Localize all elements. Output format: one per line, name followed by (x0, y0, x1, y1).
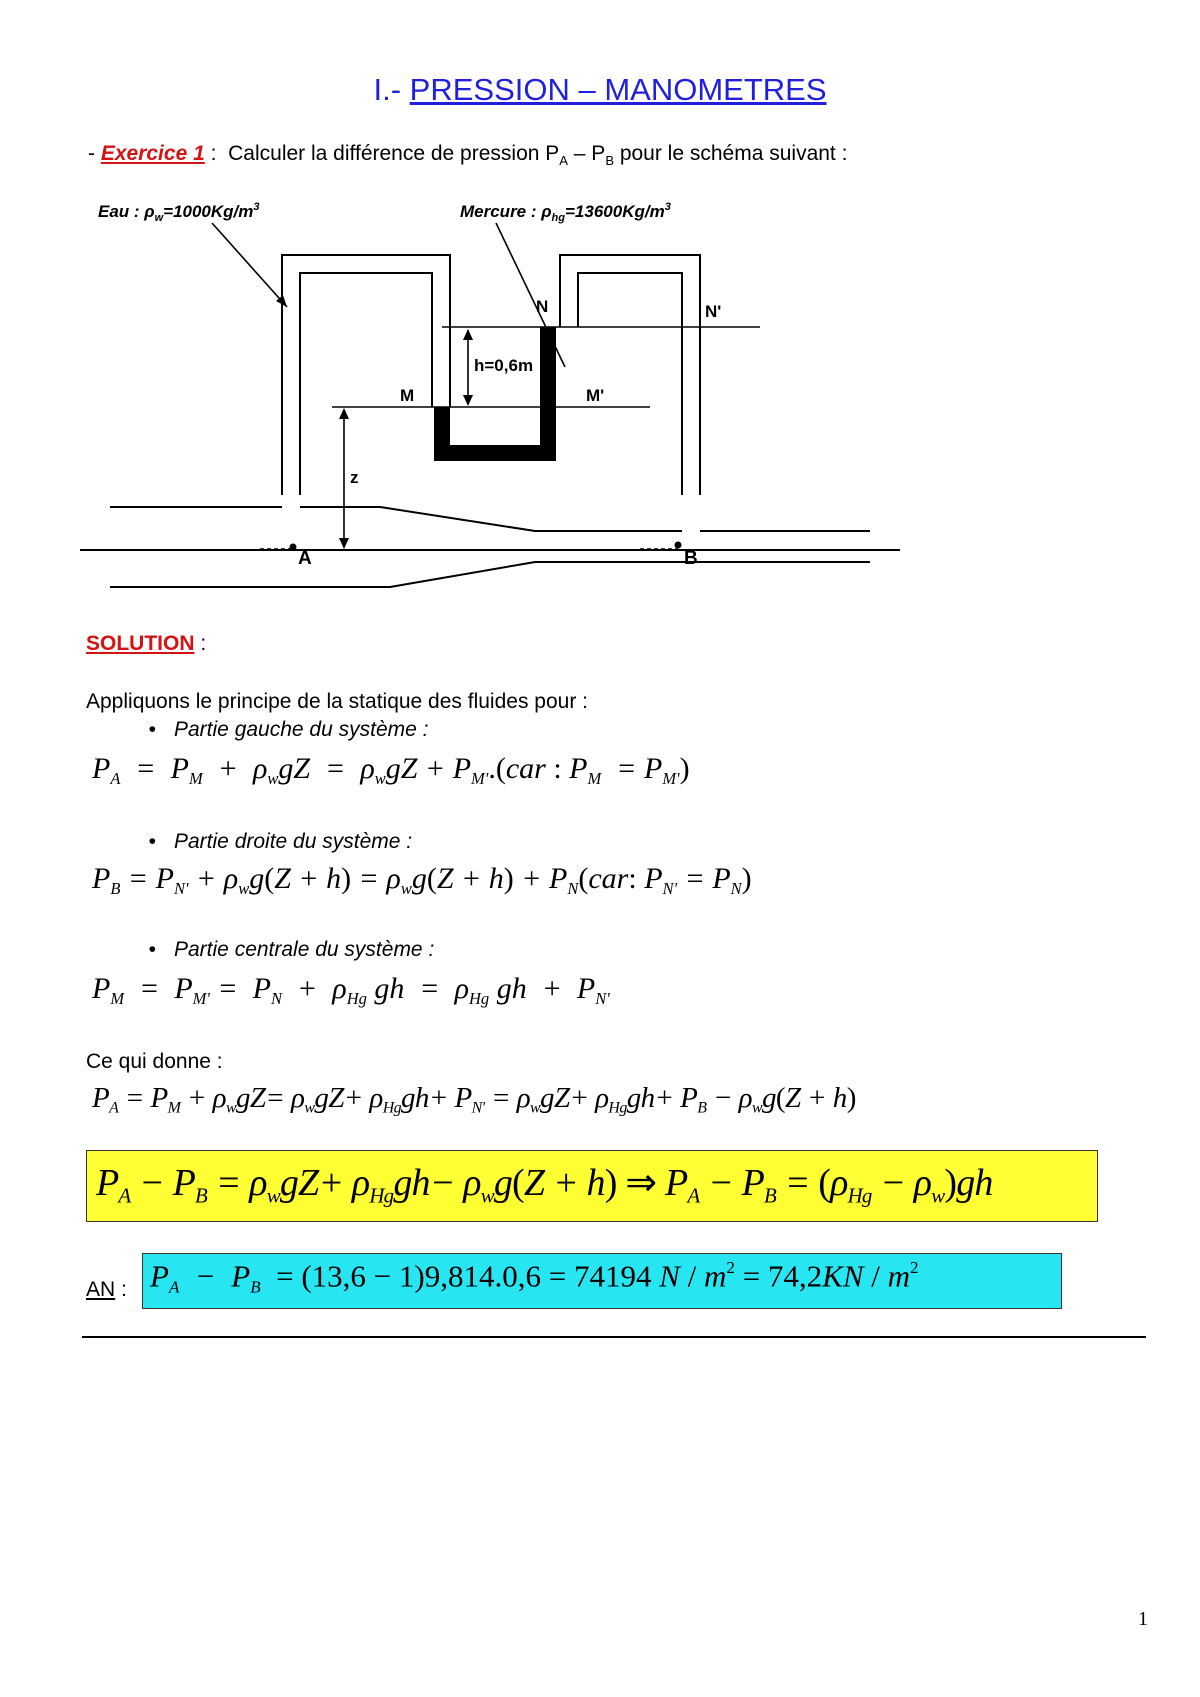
bullet-dot: • (148, 938, 156, 961)
bullet-center-text: Partie centrale du système : (174, 938, 435, 961)
right-tube-outer (560, 255, 700, 495)
label-B: B (684, 548, 698, 569)
an-label-row (86, 1278, 127, 1302)
bullet-right-text: Partie droite du système : (174, 830, 413, 853)
an-colon: : (121, 1278, 127, 1301)
right-tube-inner (578, 273, 682, 495)
manometer-diagram (80, 195, 920, 595)
left-tube-inner (300, 273, 432, 495)
mercury-density-label: Mercure : $\rho_{hg}=13600Kg/m^3$ (460, 201, 671, 224)
z-arrow-top (339, 408, 349, 419)
mercury-u-tube (434, 327, 556, 461)
left-tube-outer (282, 255, 450, 495)
equation-right: $P_B = P_{N'} + \rho_wg(Z + h) = \rho_wg(Z + h) + P_N(car$: $P_{N'} = P_N$) (92, 862, 752, 898)
solution-label: SOLUTION (86, 632, 195, 655)
intro-text: Appliquons le principe de la statique des fluides pour : (86, 690, 588, 713)
h-arrow-top (463, 329, 473, 340)
title-text: PRESSION – MANOMETRES (409, 72, 827, 107)
pipe-upper-wall (300, 507, 682, 531)
label-M: M (400, 386, 415, 405)
label-A: A (298, 548, 312, 569)
an-label: AN (86, 1278, 116, 1301)
exercise-text-a: Calculer la différence de pression P (228, 142, 560, 165)
bullet-dot: • (148, 718, 156, 741)
equation-center: $P_M = P_{M'} = P_N + \rho_{Hg}$ gh = $\rho_{Hg}$ gh + $P_{N'}$ (92, 972, 610, 1008)
page-title (0, 72, 1200, 108)
z-arrow-bottom (339, 538, 349, 549)
equation-result: $P_A - P_B = \rho_wgZ+ \rho_{Hg}gh- \rho_wg(Z + h)$ ⇒ $P_A - P_B = (\rho_{Hg} - \rho_w)gh$ (96, 1162, 993, 1208)
equation-numeric: $P_A - P_B = (13,6 - 1)9,814.0,6 = 74194$ $N / m^2 = 74,2KN / m^2$ (150, 1258, 919, 1297)
result-intro: Ce qui donne : (86, 1050, 223, 1073)
exercise-prefix: - (88, 142, 95, 165)
h-arrow-bottom (463, 395, 473, 406)
exercise-colon: : (210, 142, 217, 165)
point-B-dot (675, 542, 682, 549)
label-z: z (350, 468, 359, 487)
section-divider (82, 1336, 1146, 1338)
equation-combined: $P_A = P_M + \rho_wgZ= \rho_wgZ+ \rho_{Hg}gh+ P_{N'} = \rho_wgZ+ \rho_{Hg}gh+ P_B - \rho_wg(Z + h)$ (92, 1082, 856, 1117)
bullet-center (86, 938, 434, 962)
water-density-label: Eau : $\rho_w=1000Kg/m^3$ (98, 201, 260, 224)
title-number: I.- (373, 72, 402, 107)
exercise-text-b: – P (567, 142, 606, 165)
exercise-statement (88, 142, 847, 168)
exercise-sub-a: A (559, 153, 568, 169)
point-A-dot (290, 544, 297, 551)
bullet-right (86, 830, 412, 854)
solution-colon: : (200, 632, 207, 655)
water-leader (212, 223, 287, 307)
label-N-prime: N' (705, 302, 722, 321)
bullet-left-text: Partie gauche du système : (174, 718, 429, 741)
exercise-text-c: pour le schéma suivant : (613, 142, 848, 165)
label-M-prime: M' (586, 386, 605, 405)
bullet-left (86, 718, 428, 742)
pipe-lower-wall (110, 562, 870, 587)
bullet-dot: • (148, 830, 156, 853)
page-number: 1 (1138, 1608, 1148, 1630)
exercise-sub-b: B (605, 153, 614, 169)
label-h: h=0,6m (474, 356, 534, 375)
exercise-label: Exercice 1 (100, 142, 205, 165)
label-N: N (536, 297, 549, 316)
solution-heading (86, 632, 206, 656)
equation-left: $P_A = P_M + \rho_wgZ = \rho_wgZ + P_{M'}.(car$ : $P_M = P_{M'}$) (92, 752, 690, 788)
